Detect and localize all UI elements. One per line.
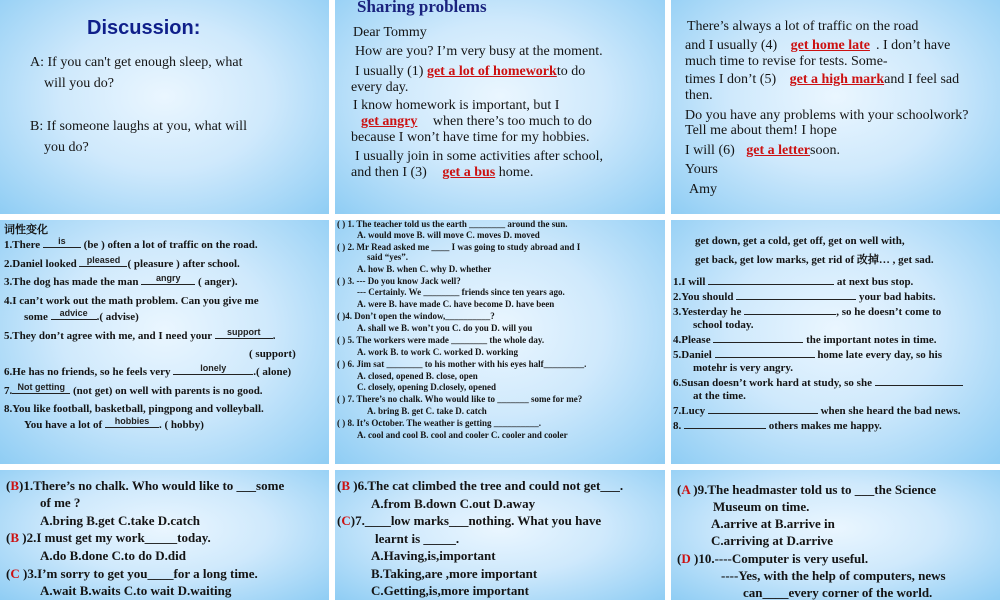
- slide-word-forms: [0, 220, 329, 464]
- exercise-row: [4, 382, 263, 397]
- text: .( alone): [253, 366, 292, 378]
- blank: [43, 236, 81, 248]
- letter-line: Amy: [689, 182, 717, 197]
- text: 6.He has no friends, so he feels very: [4, 366, 174, 378]
- exercise-row: [673, 420, 882, 432]
- text: , so he doesn’t come to: [836, 306, 942, 318]
- text: some: [24, 311, 51, 323]
- question-cont: of me ?: [40, 495, 81, 510]
- blank: [105, 416, 159, 428]
- exercise-row: [24, 308, 139, 323]
- text: 2.You should: [673, 291, 737, 303]
- blank: [875, 385, 963, 386]
- exercise-row: [673, 405, 961, 417]
- question: ( ) 5. The workers were made ________ the whole day.: [337, 335, 545, 345]
- answer-5: get a high mark: [789, 72, 885, 87]
- text: 5.They don’t agree with me, and I need your: [4, 330, 215, 342]
- question: (B )6.The cat climbed the tree and could not get___.: [337, 478, 624, 493]
- question-a: A: If you can't get enough sleep, what: [30, 55, 243, 70]
- text: . ( hobby): [158, 419, 204, 431]
- text: )6.The cat climbed the tree and could not get___.: [350, 478, 624, 493]
- blank-answer: advice: [59, 308, 88, 318]
- question: ( ) 8. It’s October. The weather is getting __________.: [337, 418, 541, 428]
- options: C.arriving at D.arrive: [711, 533, 834, 548]
- blank: [713, 342, 803, 343]
- options: A.arrive at B.arrive in: [711, 516, 835, 531]
- question-cont: said “yes”.: [367, 252, 409, 262]
- text: 6.Susan doesn’t work hard at study, so she: [673, 377, 875, 389]
- letter-line: [351, 165, 533, 181]
- phrase-hint: get down, get a cold, get off, get on well with,: [695, 235, 905, 247]
- options: A. how B. when C. why D. whether: [357, 264, 492, 274]
- text: 3.The dog has made the man: [4, 276, 142, 288]
- letter-line: Dear Tommy: [353, 25, 427, 40]
- answer-3: get a bus: [442, 165, 496, 180]
- slide-get-phrases: [671, 220, 1000, 464]
- exercise-row: [673, 291, 936, 303]
- text: (not get) on well with parents is no good.: [70, 385, 263, 397]
- blank: [79, 255, 127, 267]
- letter-line: I know homework is important, but I: [353, 98, 560, 113]
- letter-line: [355, 64, 585, 80]
- blank: [12, 382, 70, 394]
- blank-answer: is: [58, 236, 66, 246]
- blank: [173, 363, 253, 375]
- text: )2.I must get my work_____today.: [19, 530, 211, 545]
- answer-letter: B: [10, 530, 20, 545]
- options: A.do B.done C.to do D.did: [40, 548, 186, 563]
- text: )1.There’s no chalk. Who would like to ___some: [19, 478, 285, 493]
- answer-letter: D: [681, 551, 691, 566]
- exercise-row: [4, 327, 276, 342]
- question-cont: can____every corner of the world.: [743, 585, 933, 600]
- options: A.bring B.get C.take D.catch: [40, 513, 200, 528]
- slide-discussion: [0, 0, 329, 214]
- answer-6: get a letter: [746, 143, 810, 158]
- text: and then I (3): [351, 165, 431, 180]
- options: A.wait B.waits C.to wait D.waiting: [40, 583, 232, 598]
- answer-2: get angry: [361, 114, 418, 129]
- text: 1.I will: [673, 276, 709, 288]
- question-b: B: If someone laughs at you, what will: [30, 119, 247, 134]
- text: times I don’t (5): [685, 72, 780, 87]
- text: 1.There: [4, 239, 43, 251]
- question-cont: learnt is _____.: [375, 531, 460, 546]
- text: 7.Lucy: [673, 405, 708, 417]
- options: A. closed, opened B. close, open: [357, 371, 478, 381]
- question: ( ) 7. There’s no chalk. Who would like to _______ some for me?: [337, 394, 583, 404]
- exercise-row: [673, 349, 942, 361]
- letter-line: [685, 72, 959, 88]
- text: 2.Daniel looked: [4, 258, 80, 270]
- slide-quiz-3: [671, 470, 1000, 600]
- text: 5.Daniel: [673, 349, 715, 361]
- question: ( ) 2. Mr Read asked me ____ I was going to study abroad and I: [337, 242, 581, 252]
- blank: [684, 428, 766, 429]
- blank: [708, 413, 818, 414]
- slide-title: Discussion:: [87, 17, 201, 39]
- question-b-cont: you do?: [44, 140, 89, 155]
- text: others makes me happy.: [766, 420, 882, 432]
- slide-quiz-1: [0, 470, 329, 600]
- question: ( ) 6. Jim sat ________ to his mother with his eyes half_________.: [337, 359, 587, 369]
- options: A. bring B. get C. take D. catch: [367, 406, 487, 416]
- text: ( pleasure ) after school.: [127, 258, 240, 270]
- options: A. were B. have made C. have become D. have been: [357, 299, 555, 309]
- question: (B )2.I must get my work_____today.: [6, 530, 211, 545]
- options: C. closely, opening D.closely, opened: [357, 382, 497, 392]
- options: A. work B. to work C. worked D. working: [357, 347, 519, 357]
- question: (D )10.----Computer is very useful.: [677, 551, 869, 566]
- letter-line: [351, 114, 592, 130]
- exercise-row: [4, 363, 292, 378]
- text: )7.____low marks___nothing. What you have: [350, 513, 602, 528]
- blank-answer: support: [227, 327, 261, 337]
- question: ( ) 3. --- Do you know Jack well?: [337, 276, 461, 286]
- text: .( advise): [96, 311, 139, 323]
- answer-letter: A: [681, 482, 691, 497]
- slide-title: 词性变化: [4, 223, 48, 236]
- question-a-cont: will you do?: [44, 76, 114, 91]
- slide-quiz-2: [335, 470, 665, 600]
- text: your bad habits.: [856, 291, 936, 303]
- options: A.from B.down C.out D.away: [371, 496, 536, 511]
- slide-sharing-problems: [335, 0, 665, 214]
- text: 3.Yesterday he: [673, 306, 745, 318]
- text: the important notes in time.: [803, 334, 937, 346]
- text: .: [272, 330, 276, 342]
- options: A. would move B. will move C. moves D. moved: [357, 230, 540, 240]
- exercise-row: school today.: [693, 319, 754, 331]
- answer-1: get a lot of homework: [426, 64, 557, 79]
- slide-multiple-choice: [335, 220, 665, 464]
- letter-line: [685, 143, 840, 159]
- text: 7.: [4, 385, 13, 397]
- question: (B)1.There’s no chalk. Who would like to ___some: [6, 478, 285, 493]
- letter-line: then.: [685, 88, 713, 103]
- text: (be ) often a lot of traffic on the road.: [80, 239, 258, 251]
- question: (C )3.I’m sorry to get you____for a long time.: [6, 566, 258, 581]
- blank: [736, 299, 856, 300]
- letter-line: There’s always a lot of traffic on the road: [687, 19, 919, 34]
- blank: [141, 273, 195, 285]
- question-cont: ----Yes, with the help of computers, news: [721, 568, 946, 583]
- blank: [708, 284, 834, 285]
- exercise-row: motehr is very angry.: [693, 362, 794, 374]
- exercise-row: [24, 416, 204, 431]
- letter-line: Yours: [685, 162, 718, 177]
- text: ( anger).: [195, 276, 238, 288]
- letter-line: every day.: [351, 80, 409, 95]
- letter-line: much time to revise for tests. Some-: [685, 54, 888, 69]
- text: home.: [495, 165, 534, 180]
- letter-line: [685, 38, 950, 54]
- text: when there’s too much to do: [429, 114, 592, 129]
- answer-letter: C: [10, 566, 20, 581]
- exercise-row: 4.I can’t work out the math problem. Can you give me: [4, 295, 259, 307]
- answer-4: get home late: [790, 38, 870, 53]
- slide-letter-cont: [671, 0, 1000, 214]
- options: C.Getting,is,more important: [371, 583, 529, 598]
- slide-title: Sharing problems: [357, 0, 487, 16]
- exercise-row: [4, 273, 238, 288]
- question-cont: Museum on time.: [713, 499, 810, 514]
- exercise-row: [4, 236, 258, 251]
- text: . I don’t have: [875, 38, 951, 53]
- blank: [715, 357, 815, 358]
- blank: [51, 308, 97, 320]
- text: )3.I’m sorry to get you____for a long time.: [19, 566, 258, 581]
- exercise-row: [673, 377, 963, 389]
- text: 4.Please: [673, 334, 714, 346]
- options: A. shall we B. won’t you C. do you D. will you: [357, 323, 533, 333]
- options: A. cool and cool B. cool and cooler C. cooler and cooler: [357, 430, 568, 440]
- text: )10.----Computer is very useful.: [690, 551, 869, 566]
- text: to do: [556, 64, 586, 79]
- text: and I feel sad: [884, 72, 960, 87]
- blank-answer: angry: [155, 273, 181, 283]
- exercise-row: [673, 334, 937, 346]
- text: home late every day, so his: [814, 349, 942, 361]
- question: ( )4. Don’t open the window,__________?: [337, 311, 495, 321]
- options: A.Having,is,important: [371, 548, 496, 563]
- question: (C)7.____low marks___nothing. What you have: [337, 513, 602, 528]
- exercise-row: ( support): [249, 348, 296, 360]
- text: when she heard the bad news.: [817, 405, 961, 417]
- answer-letter: B: [341, 478, 351, 493]
- text: at next bus stop.: [834, 276, 914, 288]
- question: (A )9.The headmaster told us to ___the Science: [677, 482, 937, 497]
- text: 8.: [673, 420, 684, 432]
- letter-line: How are you? I’m very busy at the moment.: [355, 44, 603, 59]
- text: )9.The headmaster told us to ___the Science: [690, 482, 937, 497]
- blank: [215, 327, 273, 339]
- options: B.Taking,are ,more important: [371, 566, 538, 581]
- answer-letter: C: [341, 513, 351, 528]
- letter-line: I usually join in some activities after school,: [355, 149, 604, 164]
- blank-answer: hobbies: [114, 416, 150, 426]
- text: I usually (1): [355, 64, 427, 79]
- letter-line: Tell me about them! I hope: [685, 123, 837, 138]
- blank-answer: pleased: [86, 255, 121, 265]
- question-cont: --- Certainly. We ________ friends since ten years ago.: [357, 287, 565, 297]
- question: ( ) 1. The teacher told us the earth ________ around the sun.: [337, 220, 568, 229]
- text: I will (6): [685, 143, 739, 158]
- exercise-row: 8.You like football, basketball, pingpong and volleyball.: [4, 403, 264, 415]
- exercise-row: at the time.: [693, 390, 746, 402]
- phrase-hint: get back, get low marks, get rid of 改掉… , get sad.: [695, 254, 934, 266]
- exercise-row: [4, 255, 240, 270]
- blank-answer: Not getting: [17, 382, 65, 392]
- text: soon.: [810, 143, 840, 158]
- text: and I usually (4): [685, 38, 781, 53]
- text: You have a lot of: [24, 419, 105, 431]
- exercise-row: [673, 276, 913, 288]
- blank-answer: lonely: [200, 363, 227, 373]
- answer-letter: B: [10, 478, 20, 493]
- exercise-row: [673, 306, 941, 318]
- blank: [744, 314, 836, 315]
- letter-line: because I won’t have time for my hobbies.: [351, 130, 590, 145]
- letter-line: Do you have any problems with your schoolwork?: [685, 108, 969, 123]
